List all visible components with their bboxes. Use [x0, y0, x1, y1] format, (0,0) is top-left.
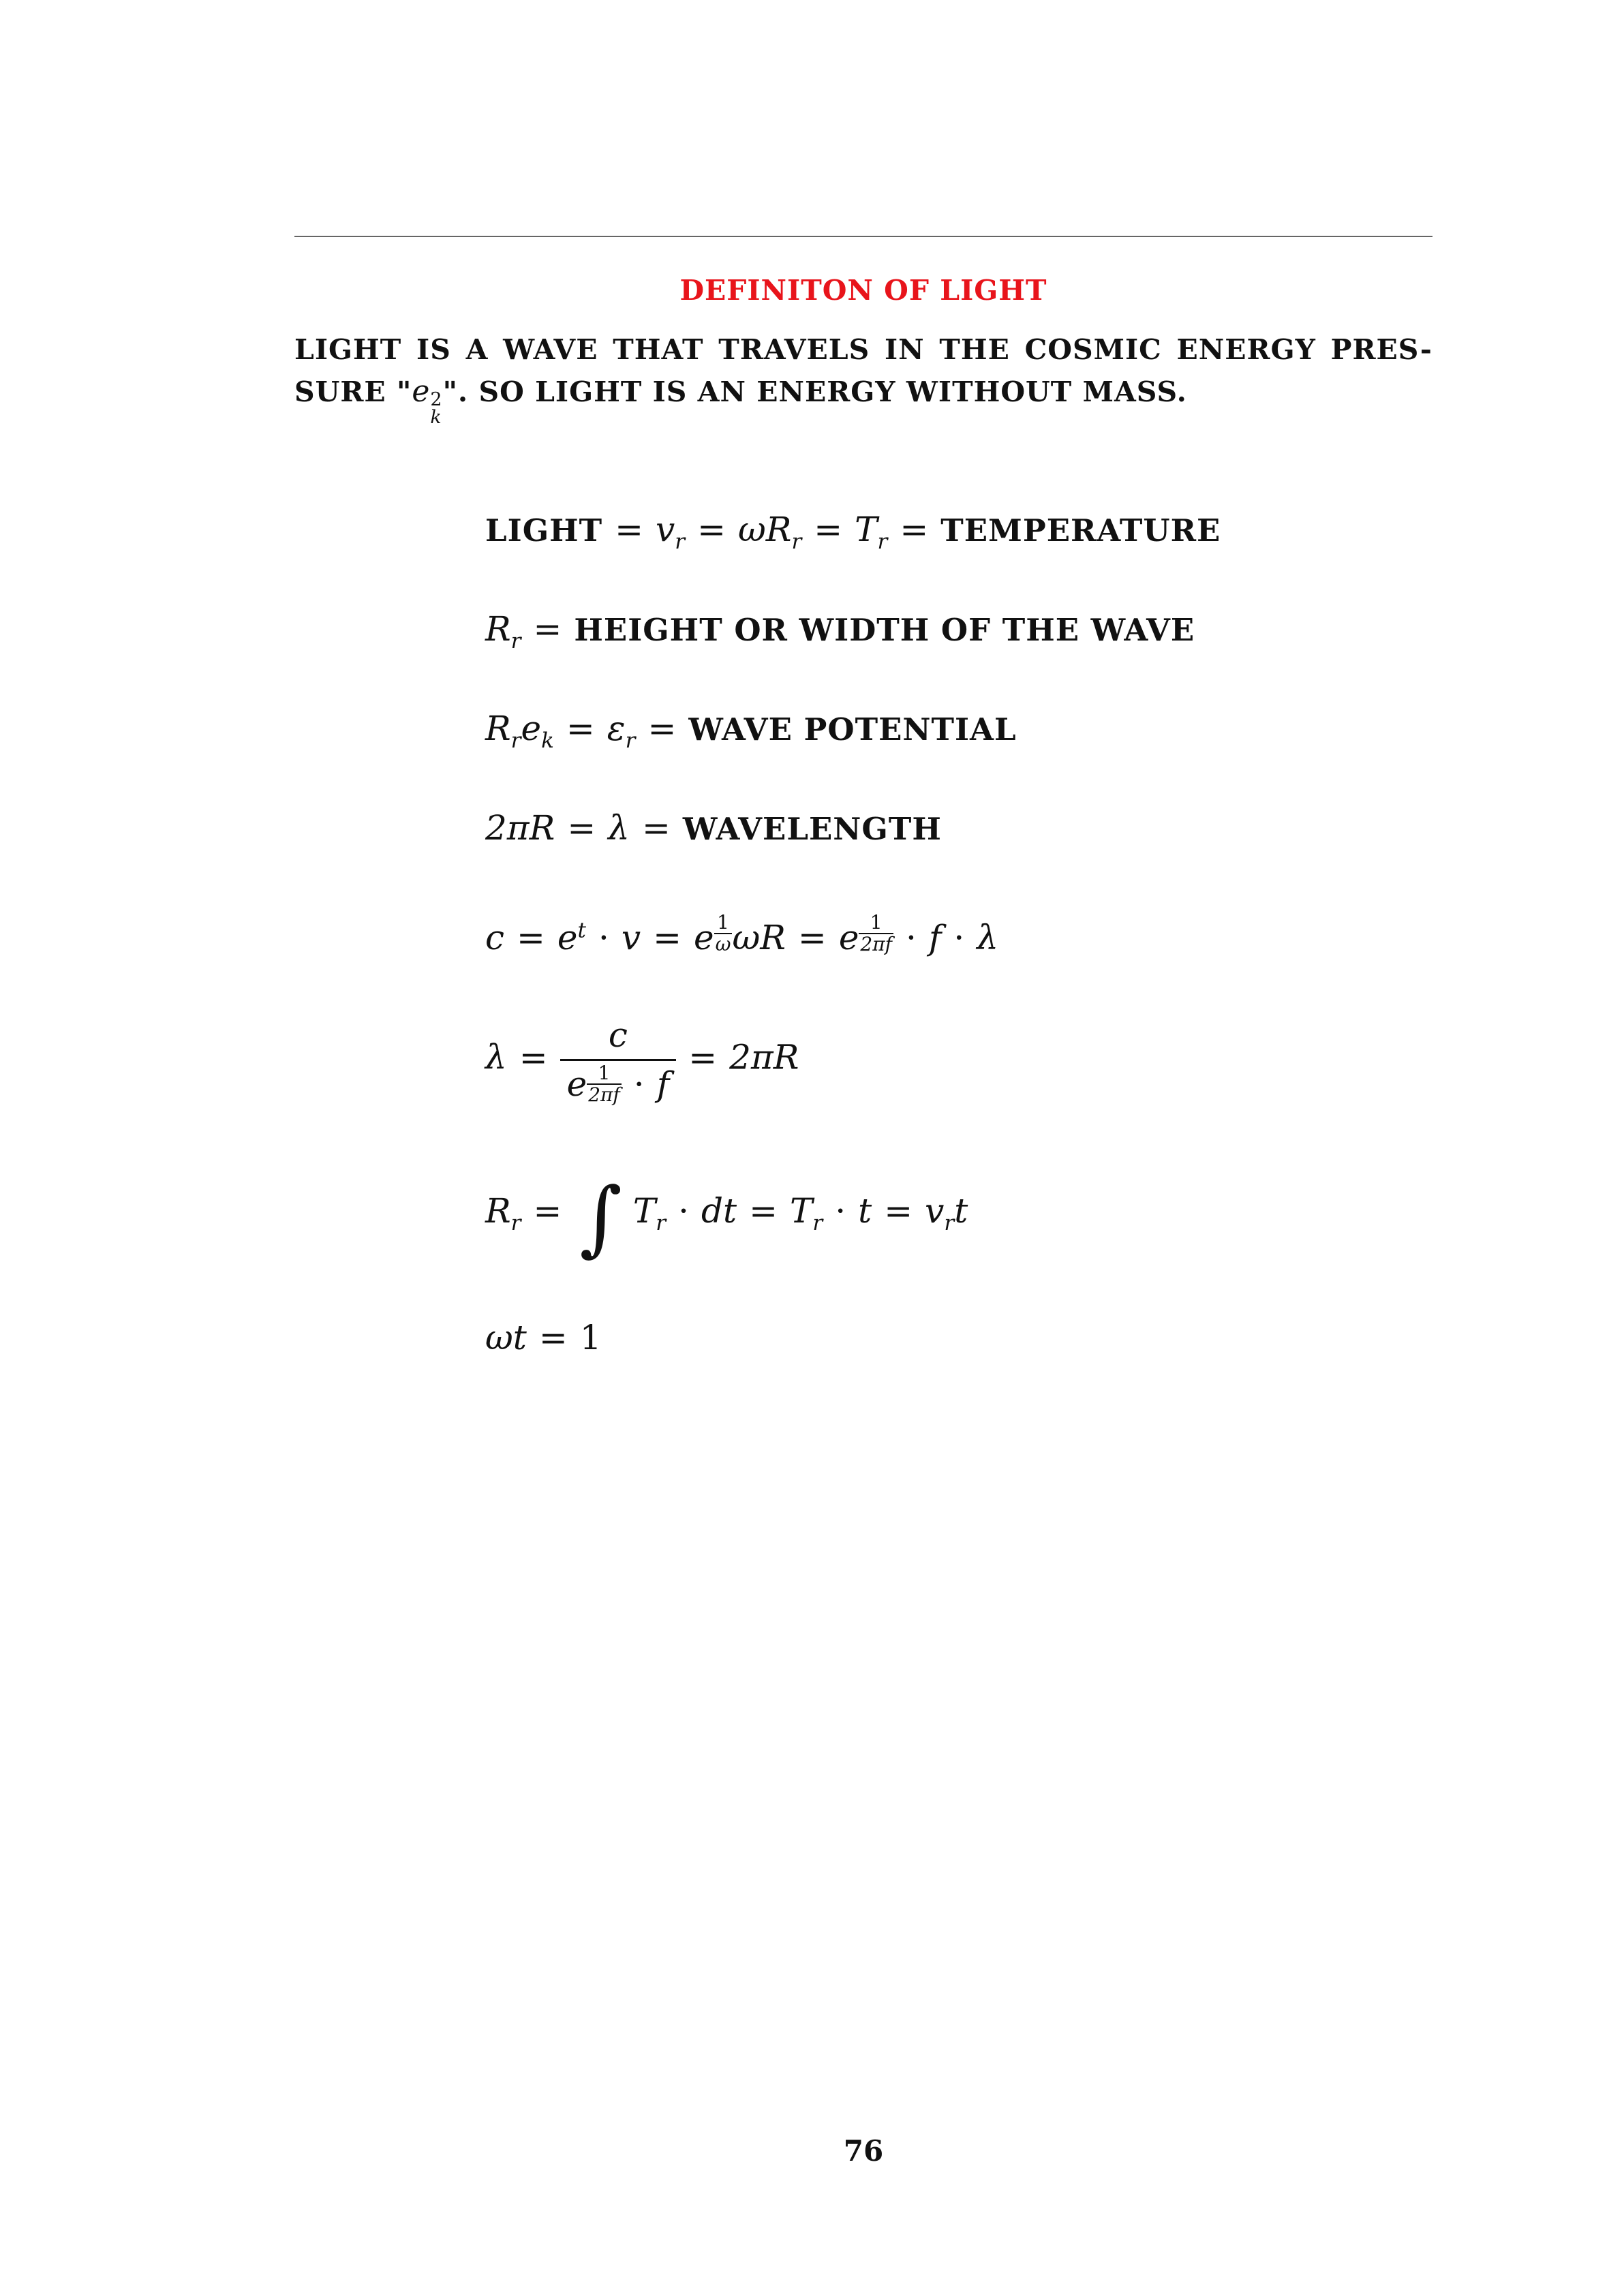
eq3-rhs: WAVE POTENTIAL — [688, 711, 1017, 748]
eq2-R-sub: r — [510, 629, 521, 653]
equation-integral: $R_r$ = ∫ $T_r$ · dt = $T_r \cdot t = v_rt$ — [485, 1171, 968, 1265]
intro-paragraph — [294, 328, 1433, 427]
eq7-dt: dt — [701, 1191, 737, 1231]
page-number: 76 — [843, 2134, 884, 2168]
eq6-lambda: λ — [485, 1037, 507, 1077]
section-heading: DEFINITON OF LIGHT — [679, 274, 1047, 307]
eq3-epsilon: ε — [607, 709, 626, 748]
eq5-exp-frac-1: $\frac{1}{\omega}$ — [715, 911, 731, 955]
intro-word: TRAVELS — [718, 333, 870, 366]
eq8-lhs: ωt — [485, 1318, 527, 1357]
eq7-R-sub: r — [510, 1211, 521, 1235]
equation-wave-potential: $R_re_k = \varepsilon_r$ = WAVE POTENTIAL — [485, 709, 1017, 753]
eq4-rhs: WAVELENGTH — [682, 811, 942, 847]
eq5-e1: e — [557, 918, 578, 957]
integral-sign: ∫ — [579, 1171, 622, 1265]
equation-light: LIGHT = $v_r = \omega R_r = T_r$ = TEMPERATURE — [485, 510, 1221, 554]
eq5-omegaR: ωR — [732, 918, 786, 957]
eq3-R-sub: r — [510, 728, 521, 753]
intro-word: ENERGY — [1176, 333, 1316, 366]
eq2-rhs: HEIGHT OR WIDTH OF THE WAVE — [574, 612, 1195, 648]
eq5-exp-frac-2: $\frac{1}{2\pi f}$ — [860, 911, 892, 955]
eq6-numerator: c — [608, 1015, 628, 1055]
ek-symbol: e — [412, 374, 431, 409]
equation-omega-t: ωt = 1 — [485, 1318, 602, 1357]
equation-rr-height: $R_r$ = HEIGHT OR WIDTH OF THE WAVE — [485, 609, 1195, 653]
eq4-lambda: λ — [608, 808, 630, 848]
eq7-t1: t — [858, 1191, 872, 1231]
intro-line-2 — [294, 371, 1433, 427]
eq7-t2: t — [954, 1191, 968, 1231]
intro-word: PRES- — [1330, 333, 1433, 366]
eq3-e: e — [521, 709, 542, 748]
intro-word: WAVE — [503, 333, 598, 366]
eq1-omegaR-sub: r — [791, 529, 802, 554]
intro-line-2-start: SURE " — [294, 375, 412, 408]
eq8-rhs: 1 — [579, 1318, 602, 1357]
eq5-e3: e — [838, 918, 859, 957]
equation-wavelength: 2πR = λ = WAVELENGTH — [485, 808, 942, 848]
intro-word: LIGHT — [294, 333, 402, 366]
eq5-e2: e — [694, 918, 714, 957]
eq1-label: LIGHT — [485, 512, 603, 549]
equation-lambda-fraction: λ = c e $\frac{1}{2\pi f}$ · f = 2πR — [485, 1015, 799, 1106]
eq7-T2: T — [790, 1191, 813, 1231]
eq1-rhs: TEMPERATURE — [940, 512, 1221, 549]
eq4-lhs: 2πR — [485, 808, 555, 848]
intro-line-1 — [294, 328, 1433, 371]
intro-word: A — [465, 333, 489, 366]
eq3-R: R — [485, 709, 511, 748]
eq7-R: R — [485, 1191, 511, 1231]
eq2-R: R — [485, 609, 511, 649]
intro-line-2-end: ". SO LIGHT IS AN ENERGY WITHOUT MASS. — [442, 375, 1187, 408]
eq1-v-sub: r — [675, 529, 686, 554]
header-rule — [294, 236, 1433, 237]
ek-sup: 2 — [430, 389, 443, 410]
eq6-denominator: e $\frac{1}{2\pi f}$ · f — [560, 1059, 677, 1105]
eq1-T-sub: r — [877, 529, 888, 554]
intro-word: THAT — [613, 333, 704, 366]
intro-word: IS — [416, 333, 451, 366]
eq7-v: v — [925, 1191, 945, 1231]
eq3-epsilon-sub: r — [625, 728, 636, 753]
equation-speed-of-light: $c = e^t \cdot v = e$ $\frac{1}{\omega}$ ωR = e $\frac{1}{2\pi f}$ · f · λ — [485, 911, 999, 957]
eq6-rhs: 2πR — [729, 1037, 799, 1077]
eq5-c: c — [485, 918, 505, 957]
eq1-v: v — [656, 510, 675, 549]
eq3-e-sub: k — [541, 728, 554, 753]
intro-word: IN — [884, 333, 925, 366]
eq5-v: v — [621, 918, 641, 957]
intro-word: COSMIC — [1024, 333, 1162, 366]
eq5-lambda: λ — [977, 918, 999, 957]
eq7-T1: T — [632, 1191, 656, 1231]
eq1-T: T — [855, 510, 878, 549]
eq5-f: f — [928, 918, 942, 957]
ek-sub: k — [430, 407, 442, 428]
intro-word: THE — [939, 333, 1010, 366]
eq6-fraction — [560, 1015, 677, 1105]
eq5-t: t — [577, 918, 586, 943]
eq1-omegaR: ωR — [738, 510, 792, 549]
